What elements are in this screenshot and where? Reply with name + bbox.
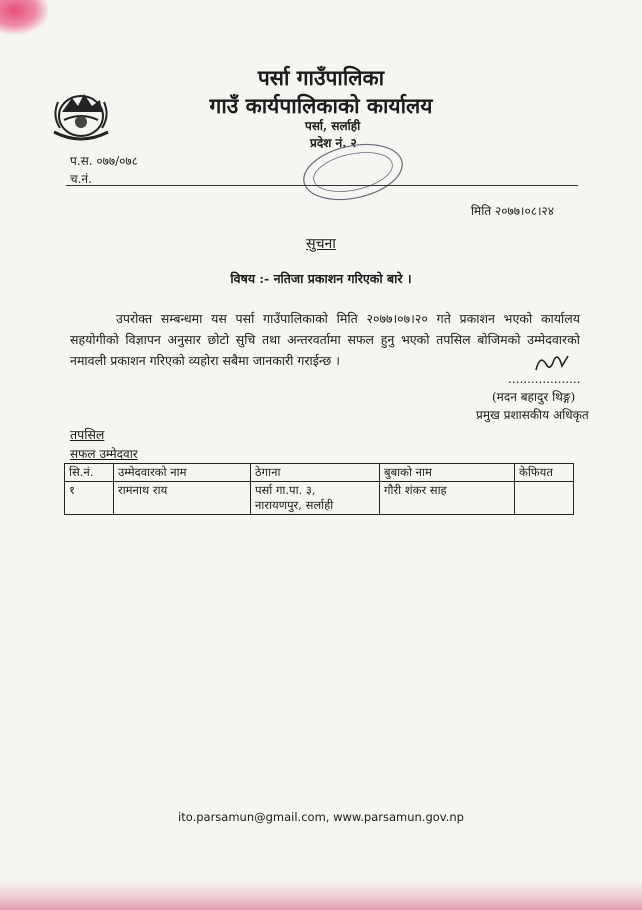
paper-stain xyxy=(0,0,48,34)
dispatch-number: च.नं. xyxy=(70,172,92,186)
office-subtitle: गाउँ कार्यपालिकाको कार्यालय xyxy=(209,93,433,118)
office-province: प्रदेश नं. २ xyxy=(310,136,357,150)
office-stamp-icon xyxy=(298,140,408,204)
successful-candidates-label: सफल उम्मेदवार xyxy=(70,447,138,461)
office-address: पर्सा, सर्लाही xyxy=(305,119,361,133)
candidates-table xyxy=(64,463,574,515)
address-line-2: नारायणपुर, सर्लाही xyxy=(255,498,334,512)
annex-label: तपसिल xyxy=(70,427,105,442)
signatory-title: प्रमुख प्रशासकीय अधिकृत xyxy=(476,408,589,422)
cell-address xyxy=(251,482,380,515)
col-remarks: केफियत xyxy=(515,464,574,482)
table-row xyxy=(65,482,574,515)
office-name: पर्सा गाउँपालिका xyxy=(257,65,385,90)
subject-line: विषय :- नतिजा प्रकाशन गरिएको बारे । xyxy=(230,271,412,286)
col-father: बुबाको नाम xyxy=(380,464,515,482)
header-divider xyxy=(66,185,578,186)
signatory-name: (मदन बहादुर थिङ्ग) xyxy=(492,390,576,404)
cell-sn: १ xyxy=(65,482,114,515)
notice-title: सुचना xyxy=(306,236,336,252)
body-paragraph: उपरोक्त सम्बन्धमा यस पर्सा गाउँपालिकाको मिति २०७७।०७।२० गते प्रकाशन भएको कार्यालय सहयोगीको विज्ञापन अनुसार छोटो सुचि तथा अन्तरवर्तामा सफल हुनु भएको तपसिल बोजिमको उम्मेदवारको नमावली प्रकाशन गरिएको व्यहोरा सबैमा जानकारी गराईन्छ । xyxy=(70,311,580,368)
address-line-1: पर्सा गा.पा. ३, xyxy=(255,483,316,497)
letter-number: प.स. ०७७/०७८ xyxy=(70,154,138,168)
cell-remarks xyxy=(515,482,574,515)
table-header-row xyxy=(65,464,574,482)
cell-father: गौरी शंकर साह xyxy=(380,482,515,515)
footer-contact: ito.parsamun@gmail.com, www.parsamun.gov.np xyxy=(178,810,464,824)
signature-line: ................... xyxy=(508,372,581,386)
letter-date: मिति २०७७।०८।२४ xyxy=(470,204,554,218)
paper-stain-bottom xyxy=(0,880,642,910)
col-address: ठेगाना xyxy=(251,464,380,482)
col-name: उम्मेदवारको नाम xyxy=(114,464,251,482)
cell-name: रामनाथ राय xyxy=(114,482,251,515)
col-sn: सि.नं. xyxy=(65,464,114,482)
